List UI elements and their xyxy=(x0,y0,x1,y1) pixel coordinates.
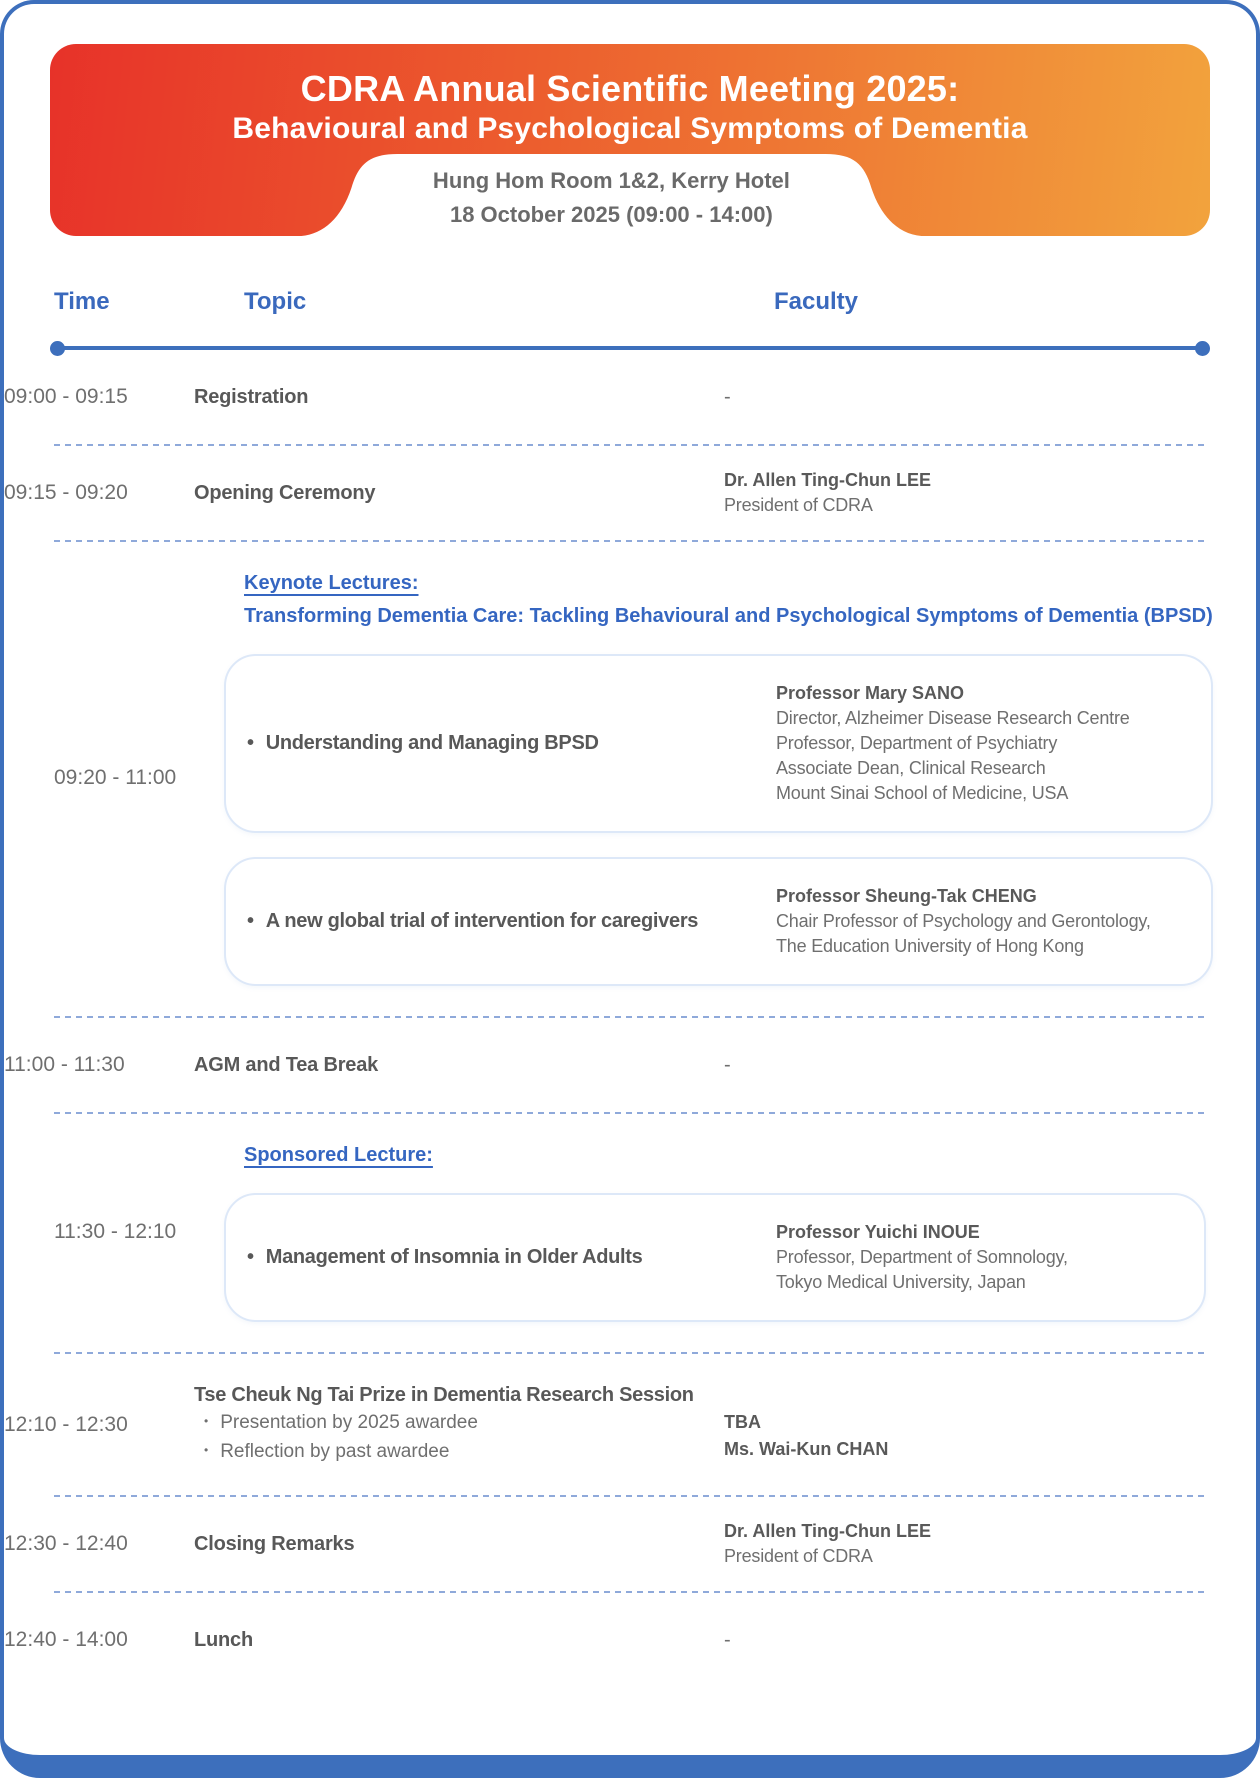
session-title: Tse Cheuk Ng Tai Prize in Dementia Research Session xyxy=(194,1384,694,1406)
column-header-time: Time xyxy=(54,288,110,315)
topic-cell: Closing Remarks xyxy=(194,1532,355,1555)
agenda-row-agm-tea-break xyxy=(4,1018,1256,1112)
header-rule xyxy=(54,346,1206,350)
agenda-row-opening-ceremony xyxy=(4,446,1256,540)
faculty-title-line: The Education University of Hong Kong xyxy=(776,936,1084,956)
keynote-subheading: Transforming Dementia Care: Tackling Behavioural and Psychological Symptoms of Dementia (BPSD) xyxy=(244,605,1213,627)
agenda-section-sponsored xyxy=(4,1114,1256,1352)
time-cell: 11:30 - 12:10 xyxy=(54,1220,177,1243)
time-cell: 12:40 - 14:00 xyxy=(4,1628,128,1651)
lecture-card-caregivers xyxy=(224,857,1213,986)
lecture-topic xyxy=(246,910,776,933)
keynote-lectures-link[interactable]: Keynote Lectures: xyxy=(244,572,419,594)
faculty-cell xyxy=(776,1220,1184,1295)
faculty-cell xyxy=(724,468,1256,518)
topic-cell: Opening Ceremony xyxy=(194,481,376,504)
agenda-section-keynote xyxy=(4,542,1256,1016)
faculty-title-line: Tokyo Medical University, Japan xyxy=(776,1272,1026,1292)
session-item-label: Presentation by 2025 awardee xyxy=(220,1412,478,1433)
session-item xyxy=(194,1438,724,1467)
faculty-cell-empty: - xyxy=(724,1053,731,1076)
agenda-row-closing-remarks xyxy=(4,1497,1256,1591)
faculty-title-line: Associate Dean, Clinical Research xyxy=(776,758,1046,778)
time-cell: 09:15 - 09:20 xyxy=(4,481,128,504)
bullet-icon xyxy=(204,1438,208,1467)
lecture-topic-label: A new global trial of intervention for caregivers xyxy=(265,910,699,932)
topic-cell xyxy=(194,1382,724,1467)
event-subtitle: Behavioural and Psychological Symptoms of Dementia xyxy=(232,112,1028,145)
time-cell: 12:30 - 12:40 xyxy=(4,1532,128,1555)
bullet-icon xyxy=(247,910,254,933)
column-header-topic: Topic xyxy=(244,288,307,315)
session-item xyxy=(194,1409,724,1438)
faculty-name: Professor Yuichi INOUE xyxy=(776,1222,980,1242)
bullet-icon xyxy=(204,1409,208,1438)
agenda-row-registration xyxy=(4,350,1256,444)
column-header-faculty: Faculty xyxy=(774,288,859,315)
faculty-title-line: President of CDRA xyxy=(724,495,873,515)
time-cell: 12:10 - 12:30 xyxy=(4,1412,128,1436)
faculty-cell xyxy=(724,1519,1256,1569)
sponsored-section-body xyxy=(224,1142,1206,1322)
faculty-title-line: Professor, Department of Somnology, xyxy=(776,1247,1068,1267)
faculty-title-line: Chair Professor of Psychology and Gerontology, xyxy=(776,911,1151,931)
topic-cell: Lunch xyxy=(194,1628,253,1651)
session-item-label: Reflection by past awardee xyxy=(220,1441,450,1462)
faculty-name: Professor Sheung-Tak CHENG xyxy=(776,886,1037,906)
event-datetime: 18 October 2025 (09:00 - 14:00) xyxy=(449,202,773,227)
venue-line: Hung Hom Room 1&2, Kerry Hotel xyxy=(432,168,790,193)
agenda-row-prize-session xyxy=(4,1354,1256,1495)
table-header xyxy=(4,288,1256,316)
faculty-name: Ms. Wai-Kun CHAN xyxy=(724,1439,889,1459)
spacer xyxy=(724,1382,1256,1409)
time-cell: 11:00 - 11:30 xyxy=(4,1053,125,1076)
bullet-icon xyxy=(247,1246,254,1269)
sponsored-lecture-link[interactable]: Sponsored Lecture: xyxy=(244,1144,433,1166)
topic-cell: Registration xyxy=(194,385,309,408)
faculty-cell-empty: - xyxy=(724,385,731,408)
faculty-title-line: President of CDRA xyxy=(724,1546,873,1566)
event-title: CDRA Annual Scientific Meeting 2025: xyxy=(300,68,960,109)
faculty-name: Professor Mary SANO xyxy=(776,683,965,703)
faculty-title-line: Mount Sinai School of Medicine, USA xyxy=(776,783,1069,803)
faculty-name: Dr. Allen Ting-Chun LEE xyxy=(724,1521,931,1541)
lecture-topic-label: Management of Insomnia in Older Adults xyxy=(265,1246,643,1268)
faculty-name: TBA xyxy=(724,1412,761,1432)
event-banner xyxy=(50,44,1210,236)
faculty-cell xyxy=(776,681,1191,806)
time-cell: 09:00 - 09:15 xyxy=(4,385,128,408)
topic-cell: AGM and Tea Break xyxy=(194,1053,379,1076)
faculty-cell-empty: - xyxy=(724,1628,731,1651)
lecture-topic xyxy=(246,1246,776,1269)
keynote-section-body xyxy=(224,570,1213,986)
lecture-card-bpsd xyxy=(224,654,1213,833)
time-cell: 09:20 - 11:00 xyxy=(54,766,177,789)
faculty-title-line: Professor, Department of Psychiatry xyxy=(776,733,1058,753)
faculty-title-line: Director, Alzheimer Disease Research Centre xyxy=(776,708,1130,728)
bullet-icon xyxy=(247,732,254,755)
faculty-cell xyxy=(776,884,1191,959)
lecture-card-insomnia xyxy=(224,1193,1206,1322)
faculty-cell xyxy=(724,1382,1256,1467)
lecture-topic xyxy=(246,732,776,755)
venue-tab xyxy=(301,154,921,236)
lecture-topic-label: Understanding and Managing BPSD xyxy=(265,732,599,754)
faculty-name: Dr. Allen Ting-Chun LEE xyxy=(724,470,931,490)
agenda-row-lunch xyxy=(4,1593,1256,1687)
